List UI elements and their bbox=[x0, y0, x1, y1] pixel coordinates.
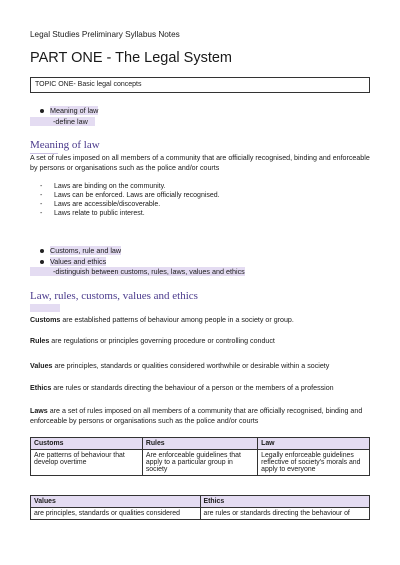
comparison-table-2 bbox=[30, 495, 370, 520]
law-points-list bbox=[40, 183, 370, 219]
comparison-table-1 bbox=[30, 437, 370, 476]
section-heading-meaning: Meaning of law bbox=[30, 139, 100, 151]
bullet-icon bbox=[40, 109, 44, 113]
definition-paragraph: A set of rules imposed on all members of a community that are officially recognised, binding and enforceable by persons or organisations such as the police and/or courts bbox=[30, 154, 370, 172]
topic-label: TOPIC ONE- Basic legal concepts bbox=[35, 81, 142, 88]
def-values: Values are principles, standards or qualities considered worthwhile or desirable within a society bbox=[30, 362, 330, 370]
def-ethics: Ethics are rules or standards directing the behaviour of a person or the members of a profession bbox=[30, 384, 334, 392]
bullet-icon bbox=[40, 260, 44, 264]
table-header: Rules bbox=[142, 438, 257, 450]
bullet-sub: -define law bbox=[30, 117, 95, 126]
bullet-icon bbox=[40, 249, 44, 253]
highlight-gap bbox=[30, 304, 60, 312]
table-cell: are rules or standards directing the behaviour of bbox=[200, 508, 370, 520]
list-item: - Laws relate to public interest. bbox=[40, 209, 145, 217]
def-rules: Rules are regulations or principles governing procedure or controlling conduct bbox=[30, 337, 275, 345]
table-header: Customs bbox=[31, 438, 143, 450]
table-cell: Are patterns of behaviour that develop overtime bbox=[31, 450, 143, 476]
topic-box bbox=[30, 77, 370, 93]
bullet-item-meaning bbox=[40, 106, 98, 115]
page-title: PART ONE - The Legal System bbox=[30, 50, 233, 66]
table-cell: are principles, standards or qualities considered bbox=[31, 508, 201, 520]
list-item: - Laws can be enforced. Laws are officially recognised. bbox=[40, 191, 220, 199]
section-heading-law-rules: Law, rules, customs, values and ethics bbox=[30, 290, 198, 302]
def-laws: Laws are a set of rules imposed on all members of a community that are officially recognised, binding and enforceable by persons or organisations such as the police and/or courts bbox=[30, 407, 363, 425]
table-header: Values bbox=[31, 496, 201, 508]
def-customs: Customs are established patterns of behaviour among people in a society or group. bbox=[30, 316, 294, 324]
table-row bbox=[31, 450, 370, 476]
document-header: Legal Studies Preliminary Syllabus Notes bbox=[30, 30, 180, 39]
list-item: - Laws are accessible/discoverable. bbox=[40, 200, 161, 208]
bullet-sub: -distinguish between customs, rules, laws, values and ethics bbox=[30, 267, 245, 276]
list-item: - Laws are binding on the community. bbox=[40, 183, 166, 190]
table-header-row bbox=[31, 438, 370, 450]
table-cell: Are enforceable guidelines that apply to a particular group in society bbox=[142, 450, 257, 476]
bullet-item-values: Values and ethics bbox=[40, 257, 106, 266]
table-header: Ethics bbox=[200, 496, 370, 508]
table-header-row bbox=[31, 496, 370, 508]
table-cell: Legally enforceable guidelines reflective of society's morals and apply to everyone bbox=[258, 450, 370, 476]
table-header: Law bbox=[258, 438, 370, 450]
bullet-label: Meaning of law bbox=[50, 106, 99, 115]
bullet-item-customs: Customs, rule and law bbox=[40, 246, 121, 255]
table-row bbox=[31, 508, 370, 520]
